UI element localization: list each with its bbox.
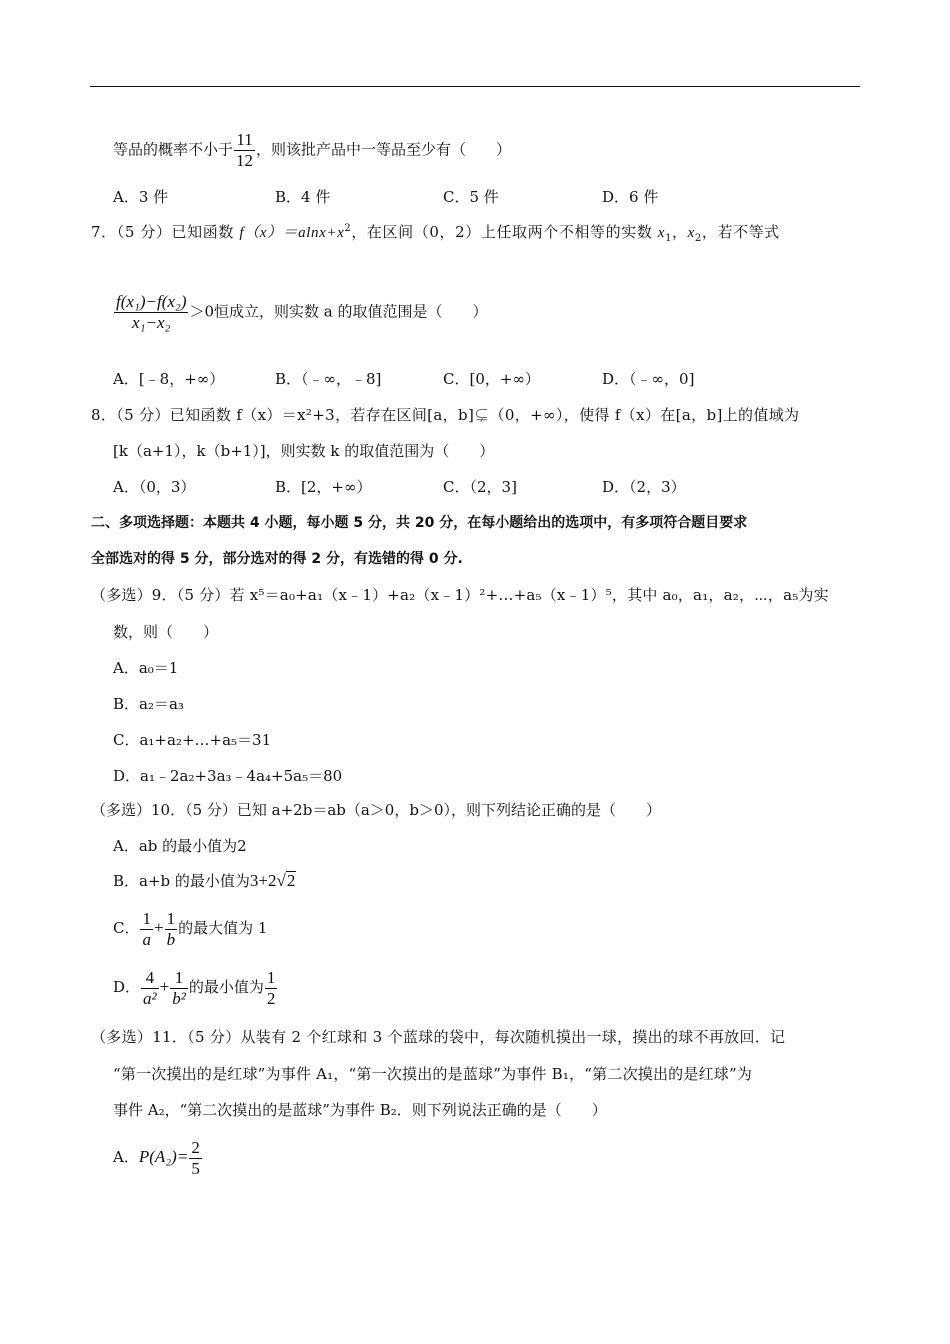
q10-option-d[interactable]: D． $\frac{4}{\text{a²}}$ + $\frac{1}{\text{b²}}$ 的最小值为 $\frac{1}{2}$	[113, 967, 276, 1008]
q9-stem-line2: 数，则（ ）	[113, 623, 219, 641]
q7-stem-line1: 7．（5 分）已知函数 $f(x)=alnx+x^2$，在区间（0，2）上任取两个不相等的实数 $x_1$，$x_2$，若不等式	[91, 223, 780, 244]
q8-stem-line2: [k（a+1），k（b+1）]，则实数 k 的取值范围为（ ）	[113, 442, 495, 460]
q6-stem	[113, 130, 511, 171]
header-rule	[90, 86, 860, 87]
q8-option-d[interactable]: D．（2，3）	[602, 478, 686, 496]
q10-option-b[interactable]: B．a+b 的最小值为3+2√2	[113, 871, 296, 890]
q11-option-a[interactable]: A．P(A₂)= $\frac{2}{5}$	[113, 1137, 200, 1178]
q7-option-c[interactable]: C．[0，+∞）	[443, 370, 540, 388]
section2-heading-line2: 全部选对的得 5 分，部分选对的得 2 分，有选错的得 0 分.	[91, 551, 463, 567]
q6-text-post: ，则该批产品中一等品至少有（ ）	[256, 140, 512, 159]
q11-stem-line2: “第一次摸出的是红球”为事件 A₁，“第一次摸出的是蓝球”为事件 B₁，“第二次摸出的是红球”为	[113, 1065, 753, 1083]
q7-option-d[interactable]: D．（﹣∞，0]	[602, 370, 695, 388]
q9-option-b[interactable]: B．a₂＝a₃	[113, 695, 184, 713]
q7-fraction: $\frac{\text{f(x₁)−f(x₂)}}{\text{x₁−x₂}}$	[116, 292, 187, 332]
q7-option-a[interactable]: A．[﹣8，+∞）	[113, 370, 225, 388]
q7-option-b[interactable]: B．（﹣∞，﹣8]	[275, 370, 382, 388]
q10-option-a[interactable]: A．ab 的最小值为2	[113, 837, 247, 855]
q8-stem-line1: 8．（5 分）已知函数 f（x）＝x²+3，若存在区间[a，b]⊊（0，+∞），使得 f（x）在[a，b]上的值域为	[91, 406, 800, 424]
q11-stem-line3: 事件 A₂，“第二次摸出的是蓝球”为事件 B₂．则下列说法正确的是（ ）	[113, 1101, 607, 1119]
section2-heading-line1: 二、多项选择题：本题共 4 小题，每小题 5 分，共 20 分，在每小题给出的选项中，有多项符合题目要求	[91, 515, 748, 531]
q9-option-a[interactable]: A．a₀＝1	[113, 659, 179, 677]
q11-stem-line1: （多选）11．（5 分）从装有 2 个红球和 3 个蓝球的袋中，每次随机摸出一球，摸出的球不再放回．记	[91, 1028, 786, 1046]
q6-option-c[interactable]: C．5 件	[443, 188, 499, 206]
q10-option-c[interactable]: C． $\frac{1}{a}$ + $\frac{1}{b}$ 的最大值为 1	[113, 908, 268, 949]
q8-option-c[interactable]: C．（2，3]	[443, 478, 517, 496]
q7-inequality-post: ＞0恒成立，则实数 a 的取值范围是（ ）	[189, 302, 488, 321]
q6-option-b[interactable]: B．4 件	[275, 188, 331, 206]
q8-option-a[interactable]: A．（0，3）	[113, 478, 196, 496]
q6-option-d[interactable]: D．6 件	[602, 188, 659, 206]
q10-stem: （多选）10．（5 分）已知 a+2b＝ab（a＞0，b＞0），则下列结论正确的是（ ）	[91, 801, 662, 819]
q9-stem-line1: （多选）9．（5 分）若 x⁵＝a₀+a₁（x﹣1）+a₂（x﹣1）²+…+a₅（x﹣1）⁵，其中 a₀，a₁，a₂，⋯，a₅为实	[91, 586, 829, 604]
q7-inequality	[113, 292, 488, 333]
sqrt-symbol: √	[276, 871, 286, 890]
q8-option-b[interactable]: B．[2，+∞）	[275, 478, 372, 496]
q6-fraction: $\frac{11}{12}$	[236, 130, 254, 170]
q9-option-c[interactable]: C．a₁+a₂+…+a₅＝31	[113, 731, 272, 749]
q6-text-pre: 等品的概率不小于	[113, 140, 234, 159]
q9-option-d[interactable]: D．a₁﹣2a₂+3a₃﹣4a₄+5a₅＝80	[113, 767, 343, 785]
q6-option-a[interactable]: A．3 件	[113, 188, 169, 206]
